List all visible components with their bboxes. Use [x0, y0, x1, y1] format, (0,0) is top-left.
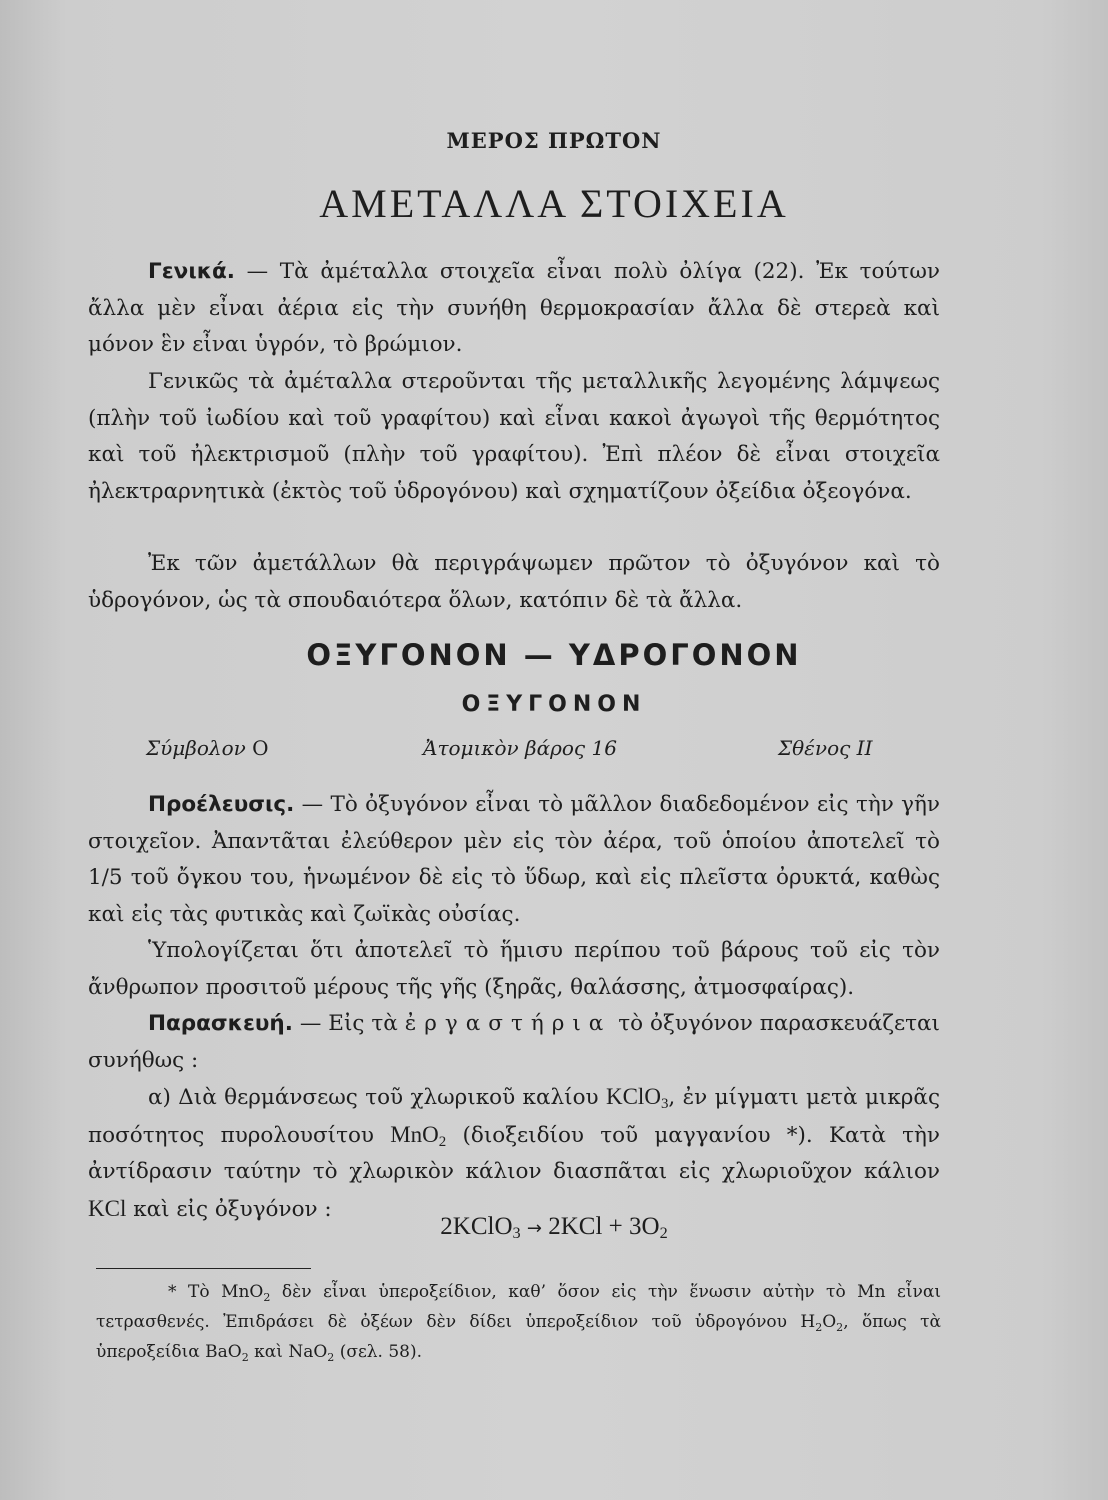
preparation-rest: τὸ ὀξυγόνον παρασκευάζεται συνήθως :	[88, 1011, 940, 1073]
equation-left-sub: 3	[512, 1224, 521, 1242]
footnote-sub-2: 2	[815, 1321, 823, 1334]
prep-a-part-3: (διοξειδίου τοῦ μαγγανίου *). Κατὰ τὴν ἀντίδρασιν ταύτην τὸ χλωρικὸν κάλιον διασπᾶται εἰς χλωριοῦχον κάλιον	[88, 1122, 940, 1184]
preparation-paragraph-a	[88, 1079, 940, 1228]
general-paragraph-2: Γενικῶς τὰ ἀμέταλλα στεροῦνται τῆς μεταλλικῆς λεγομένης λάμψεως (πλὴν τοῦ ἰωδίου καὶ τοῦ γραφίτου) καὶ εἶναι κακοὶ ἀγωγοὶ τῆς θερμότητος καὶ τοῦ ἠλεκτρισμοῦ (πλὴν τοῦ γραφίτου). Ἐπὶ πλέον δὲ εἶναι στοιχεῖα ἠλεκτραρνητικὰ (ἐκτὸς τοῦ ὑδρογόνου) καὶ σχηματίζουν ὀξείδια ὀξεογόνα.	[88, 369, 940, 504]
footnote-part-1: * Τὸ MnO	[168, 1282, 264, 1302]
general-paragraph-3: Ἐκ τῶν ἀμετάλλων θὰ περιγράψωμεν πρῶτον τὸ ὀξυγόνον καὶ τὸ ὑδρογόνον, ὡς τὰ σπουδαιότερα ὅλων, κατόπιν δὲ τὰ ἄλλα.	[88, 551, 940, 613]
prep-a-part-2: , ἐν μίγματι μετὰ μικρᾶς ποσότητος πυρολουσίτου	[88, 1085, 940, 1148]
symbol-value: O	[252, 736, 269, 760]
general-text-1: — Τὰ ἀμέταλλα στοιχεῖα εἶναι πολὺ ὀλίγα (22). Ἐκ τούτων ἄλλα μὲν εἶναι ἀέρια εἰς τὴν συνήθη θερμοκρασίαν ἄλλα δὲ στερεὰ καὶ μόνον ἓν εἶναι ὑγρόν, τὸ βρώμιον.	[88, 259, 940, 357]
footnote-sub-4: 2	[241, 1351, 249, 1364]
footnote-part-2: δὲν εἶναι ὑπεροξείδιον, καθ’ ὅσον εἰς τὴν ἕνωσιν αὐτὴν τὸ Mn εἶναι τετρασθενές. Ἐπιδράσει δὲ ὀξέων δὲν δίδει ὑπεροξείδιον τοῦ ὑδρογόνου H	[96, 1282, 941, 1332]
formula-mno2-sub: 2	[438, 1133, 447, 1150]
section-title: ΟΞΥΓΟΝΟΝ — ΥΔΡΟΓΟΝΟΝ	[306, 638, 802, 672]
valence: Σθένος II	[778, 736, 873, 760]
formula-kcl: KCl	[88, 1195, 127, 1221]
preparation-lead: Παρασκευή.	[148, 1011, 293, 1036]
equation-left: 2KClO	[440, 1213, 513, 1240]
footnote-part-4: , ὅπως τὰ ὑπεροξείδια BaO	[96, 1312, 941, 1362]
chapter-title: ΑΜΕΤΑΛΛΑ ΣΤΟΙΧΕΙΑ	[319, 181, 789, 226]
equation-right: 2KCl + 3O	[548, 1213, 660, 1240]
footnote-rule	[96, 1268, 311, 1269]
general-paragraph-1	[88, 254, 940, 364]
origin-text-1: — Τὸ ὀξυγόνον εἶναι τὸ μᾶλλον διαδεδομένον εἰς τὴν γῆν στοιχεῖον. Ἀπαντᾶται ἐλεύθερον μὲν εἰς τὸν ἀέρα, τοῦ ὁποίου ἀποτελεῖ τὸ 1/5 τοῦ ὄγκου του, ἡνωμένον δὲ εἰς τὸ ὕδωρ, καὶ εἰς πλεῖστα ὀρυκτά, καθὼς καὶ εἰς τὰς φυτικὰς καὶ ζωϊκὰς οὐσίας.	[88, 792, 940, 927]
symbol-label: Σύμβολον	[146, 736, 246, 760]
origin-paragraph-1	[88, 787, 940, 933]
formula-kclo3-text: KClO	[605, 1084, 661, 1109]
prep-a-part-4: καὶ εἰς ὀξυγόνον :	[133, 1196, 332, 1222]
general-lead: Γενικά.	[148, 259, 235, 284]
formula-mno2-text: MnO	[390, 1121, 439, 1147]
atomic-weight: Ἀτομικὸν βάρος 16	[423, 736, 617, 760]
origin-paragraph-2: Ὑπολογίζεται ὅτι ἀποτελεῖ τὸ ἥμισυ περίπου τοῦ βάρους τοῦ εἰς τὸν ἄνθρωπον προσιτοῦ μέρους τῆς γῆς (ξηρᾶς, θαλάσσης, ἀτμοσφαίρας).	[88, 938, 940, 1000]
symbol-info	[146, 736, 269, 760]
formula-kclo3	[605, 1084, 669, 1112]
formula-mno2	[390, 1121, 447, 1150]
equation-arrow: →	[526, 1218, 542, 1239]
part-title: ΜΕΡΟΣ ΠΡΩΤΟΝ	[446, 128, 662, 153]
footnote	[96, 1277, 941, 1367]
origin-lead: Προέλευσις.	[148, 792, 295, 817]
preparation-paragraph-1	[88, 1006, 940, 1079]
footnote-sub-3: 2	[836, 1321, 844, 1334]
formula-kclo3-sub: 3	[660, 1096, 669, 1112]
prep-a-part-1: α) Διὰ θερμάνσεως τοῦ χλωρικοῦ καλίου	[148, 1085, 599, 1110]
footnote-sub-1: 2	[263, 1291, 271, 1304]
preparation-spaced-word: ἐργαστήρια	[404, 1011, 612, 1036]
reaction-equation	[0, 1213, 1108, 1241]
footnote-part-5: καὶ NaO	[248, 1342, 328, 1362]
section-subtitle: ΟΞΥΓΟΝΟΝ	[461, 692, 647, 717]
footnote-sub-5: 2	[327, 1351, 335, 1364]
equation-right-sub: 2	[659, 1224, 668, 1242]
preparation-dash: — Εἰς τὰ	[299, 1011, 398, 1036]
footnote-part-6: (σελ. 58).	[334, 1342, 423, 1362]
footnote-part-3: O	[822, 1312, 837, 1332]
